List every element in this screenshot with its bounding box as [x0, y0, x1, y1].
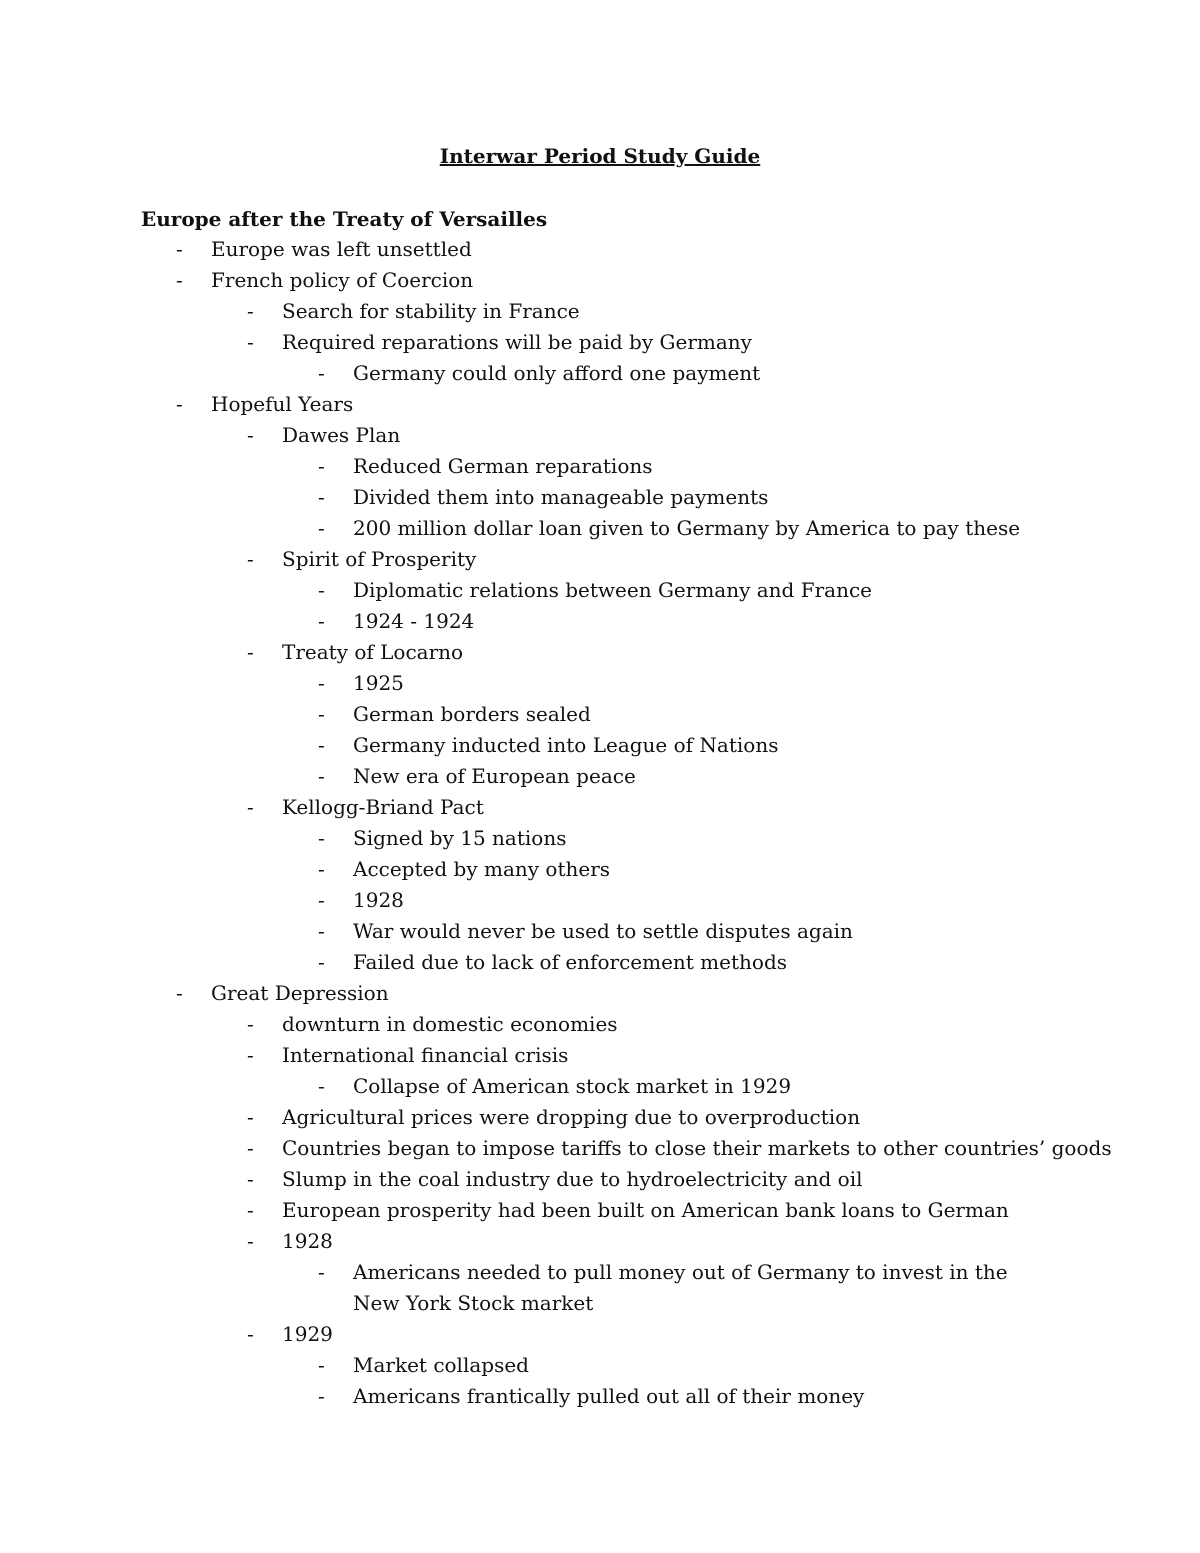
- bullet-dash: -: [247, 1105, 254, 1129]
- list-item: [0, 1381, 1200, 1412]
- list-item: [0, 482, 1200, 513]
- list-item-text: Signed by 15 nations: [353, 826, 567, 850]
- list-item-text: Reduced German reparations: [353, 454, 653, 478]
- bullet-dash: -: [318, 888, 325, 912]
- list-item-text: 200 million dollar loan given to Germany by America to pay these: [353, 516, 1021, 540]
- bullet-dash: -: [318, 919, 325, 943]
- list-item-text: Accepted by many others: [353, 857, 611, 881]
- list-item: [0, 420, 1200, 451]
- list-item-text: Europe was left unsettled: [211, 237, 472, 261]
- bullet-outline: [0, 234, 1200, 1412]
- bullet-dash: -: [318, 733, 325, 757]
- list-item-text: 1928: [282, 1229, 333, 1253]
- page-title: Interwar Period Study Guide: [439, 144, 761, 168]
- bullet-dash: -: [247, 423, 254, 447]
- list-item-text: Great Depression: [211, 981, 389, 1005]
- bullet-dash: -: [247, 1229, 254, 1253]
- bullet-dash: -: [247, 1322, 254, 1346]
- list-item-text: 1929: [282, 1322, 333, 1346]
- list-item-text: Search for stability in France: [282, 299, 580, 323]
- bullet-dash: -: [318, 1260, 325, 1284]
- list-item: [0, 792, 1200, 823]
- list-item: [0, 823, 1200, 854]
- list-item: [0, 1102, 1200, 1133]
- list-item-text: Treaty of Locarno: [282, 640, 464, 664]
- bullet-dash: -: [247, 795, 254, 819]
- bullet-dash: -: [318, 950, 325, 974]
- bullet-dash: -: [176, 981, 183, 1005]
- list-item-text: Americans needed to pull money out of Germany to invest in the New York Stock market: [353, 1260, 1008, 1315]
- bullet-dash: -: [318, 1353, 325, 1377]
- list-item-text: New era of European peace: [353, 764, 636, 788]
- list-item-text: European prosperity had been built on American bank loans to German: [282, 1198, 1009, 1222]
- list-item-text: Countries began to impose tariffs to close their markets to other countries’ goods: [282, 1136, 1112, 1160]
- bullet-dash: -: [318, 454, 325, 478]
- list-item: [0, 1164, 1200, 1195]
- bullet-dash: -: [318, 857, 325, 881]
- list-item: [0, 1195, 1200, 1226]
- list-item-text: German borders sealed: [353, 702, 591, 726]
- list-item: [0, 978, 1200, 1009]
- list-item: [0, 296, 1200, 327]
- bullet-dash: -: [318, 764, 325, 788]
- list-item-text: Market collapsed: [353, 1353, 529, 1377]
- list-item: [0, 916, 1200, 947]
- bullet-dash: -: [176, 392, 183, 416]
- list-item: [0, 668, 1200, 699]
- list-item: [0, 947, 1200, 978]
- bullet-dash: -: [247, 640, 254, 664]
- bullet-dash: -: [318, 361, 325, 385]
- bullet-dash: -: [318, 671, 325, 695]
- bullet-dash: -: [247, 1167, 254, 1191]
- list-item: [0, 637, 1200, 668]
- list-item-text: War would never be used to settle disputes again: [353, 919, 853, 943]
- list-item-text: Dawes Plan: [282, 423, 401, 447]
- list-item: [0, 544, 1200, 575]
- list-item: [0, 265, 1200, 296]
- list-item-text: Germany inducted into League of Nations: [353, 733, 779, 757]
- bullet-dash: -: [247, 1012, 254, 1036]
- bullet-dash: -: [247, 1136, 254, 1160]
- list-item: [0, 234, 1200, 265]
- list-item: [0, 730, 1200, 761]
- list-item-text: Divided them into manageable payments: [353, 485, 769, 509]
- list-item: [0, 761, 1200, 792]
- list-item-text: International financial crisis: [282, 1043, 569, 1067]
- list-item: [0, 1009, 1200, 1040]
- section-heading: Europe after the Treaty of Versailles: [141, 207, 548, 231]
- list-item: [0, 1040, 1200, 1071]
- list-item-text: 1925: [353, 671, 404, 695]
- list-item-text: Slump in the coal industry due to hydroelectricity and oil: [282, 1167, 863, 1191]
- list-item-text: downturn in domestic economies: [282, 1012, 618, 1036]
- bullet-dash: -: [318, 485, 325, 509]
- list-item-text: 1924 - 1924: [353, 609, 475, 633]
- list-item: [0, 358, 1200, 389]
- list-item-text: 1928: [353, 888, 404, 912]
- bullet-dash: -: [318, 826, 325, 850]
- list-item: [0, 1350, 1200, 1381]
- list-item: [0, 389, 1200, 420]
- list-item-text: Spirit of Prosperity: [282, 547, 477, 571]
- list-item-text: French policy of Coercion: [211, 268, 474, 292]
- list-item-text: Agricultural prices were dropping due to overproduction: [282, 1105, 861, 1129]
- bullet-dash: -: [318, 1384, 325, 1408]
- bullet-dash: -: [176, 237, 183, 261]
- list-item: [0, 575, 1200, 606]
- bullet-dash: -: [247, 1043, 254, 1067]
- list-item-text: Diplomatic relations between Germany and France: [353, 578, 872, 602]
- list-item-text: Collapse of American stock market in 1929: [353, 1074, 792, 1098]
- bullet-dash: -: [247, 547, 254, 571]
- list-item-text: Required reparations will be paid by Germany: [282, 330, 752, 354]
- bullet-dash: -: [176, 268, 183, 292]
- bullet-dash: -: [318, 609, 325, 633]
- list-item-text: Hopeful Years: [211, 392, 354, 416]
- list-item: [0, 1071, 1200, 1102]
- list-item: [0, 1319, 1200, 1350]
- list-item-text: Germany could only afford one payment: [353, 361, 761, 385]
- bullet-dash: -: [318, 578, 325, 602]
- list-item: [0, 854, 1200, 885]
- list-item: [0, 606, 1200, 637]
- bullet-dash: -: [318, 702, 325, 726]
- bullet-dash: -: [247, 330, 254, 354]
- list-item: [0, 1133, 1200, 1164]
- bullet-dash: -: [318, 516, 325, 540]
- list-item: [0, 451, 1200, 482]
- list-item: [0, 1226, 1200, 1257]
- bullet-dash: -: [247, 1198, 254, 1222]
- list-item: [0, 699, 1200, 730]
- list-item-text: Americans frantically pulled out all of their money: [353, 1384, 865, 1408]
- list-item-text: Failed due to lack of enforcement methods: [353, 950, 788, 974]
- list-item-text: Kellogg-Briand Pact: [282, 795, 484, 819]
- list-item: [0, 513, 1200, 544]
- list-item: [0, 327, 1200, 358]
- bullet-dash: -: [247, 299, 254, 323]
- list-item: [0, 1257, 1200, 1319]
- bullet-dash: -: [318, 1074, 325, 1098]
- list-item: [0, 885, 1200, 916]
